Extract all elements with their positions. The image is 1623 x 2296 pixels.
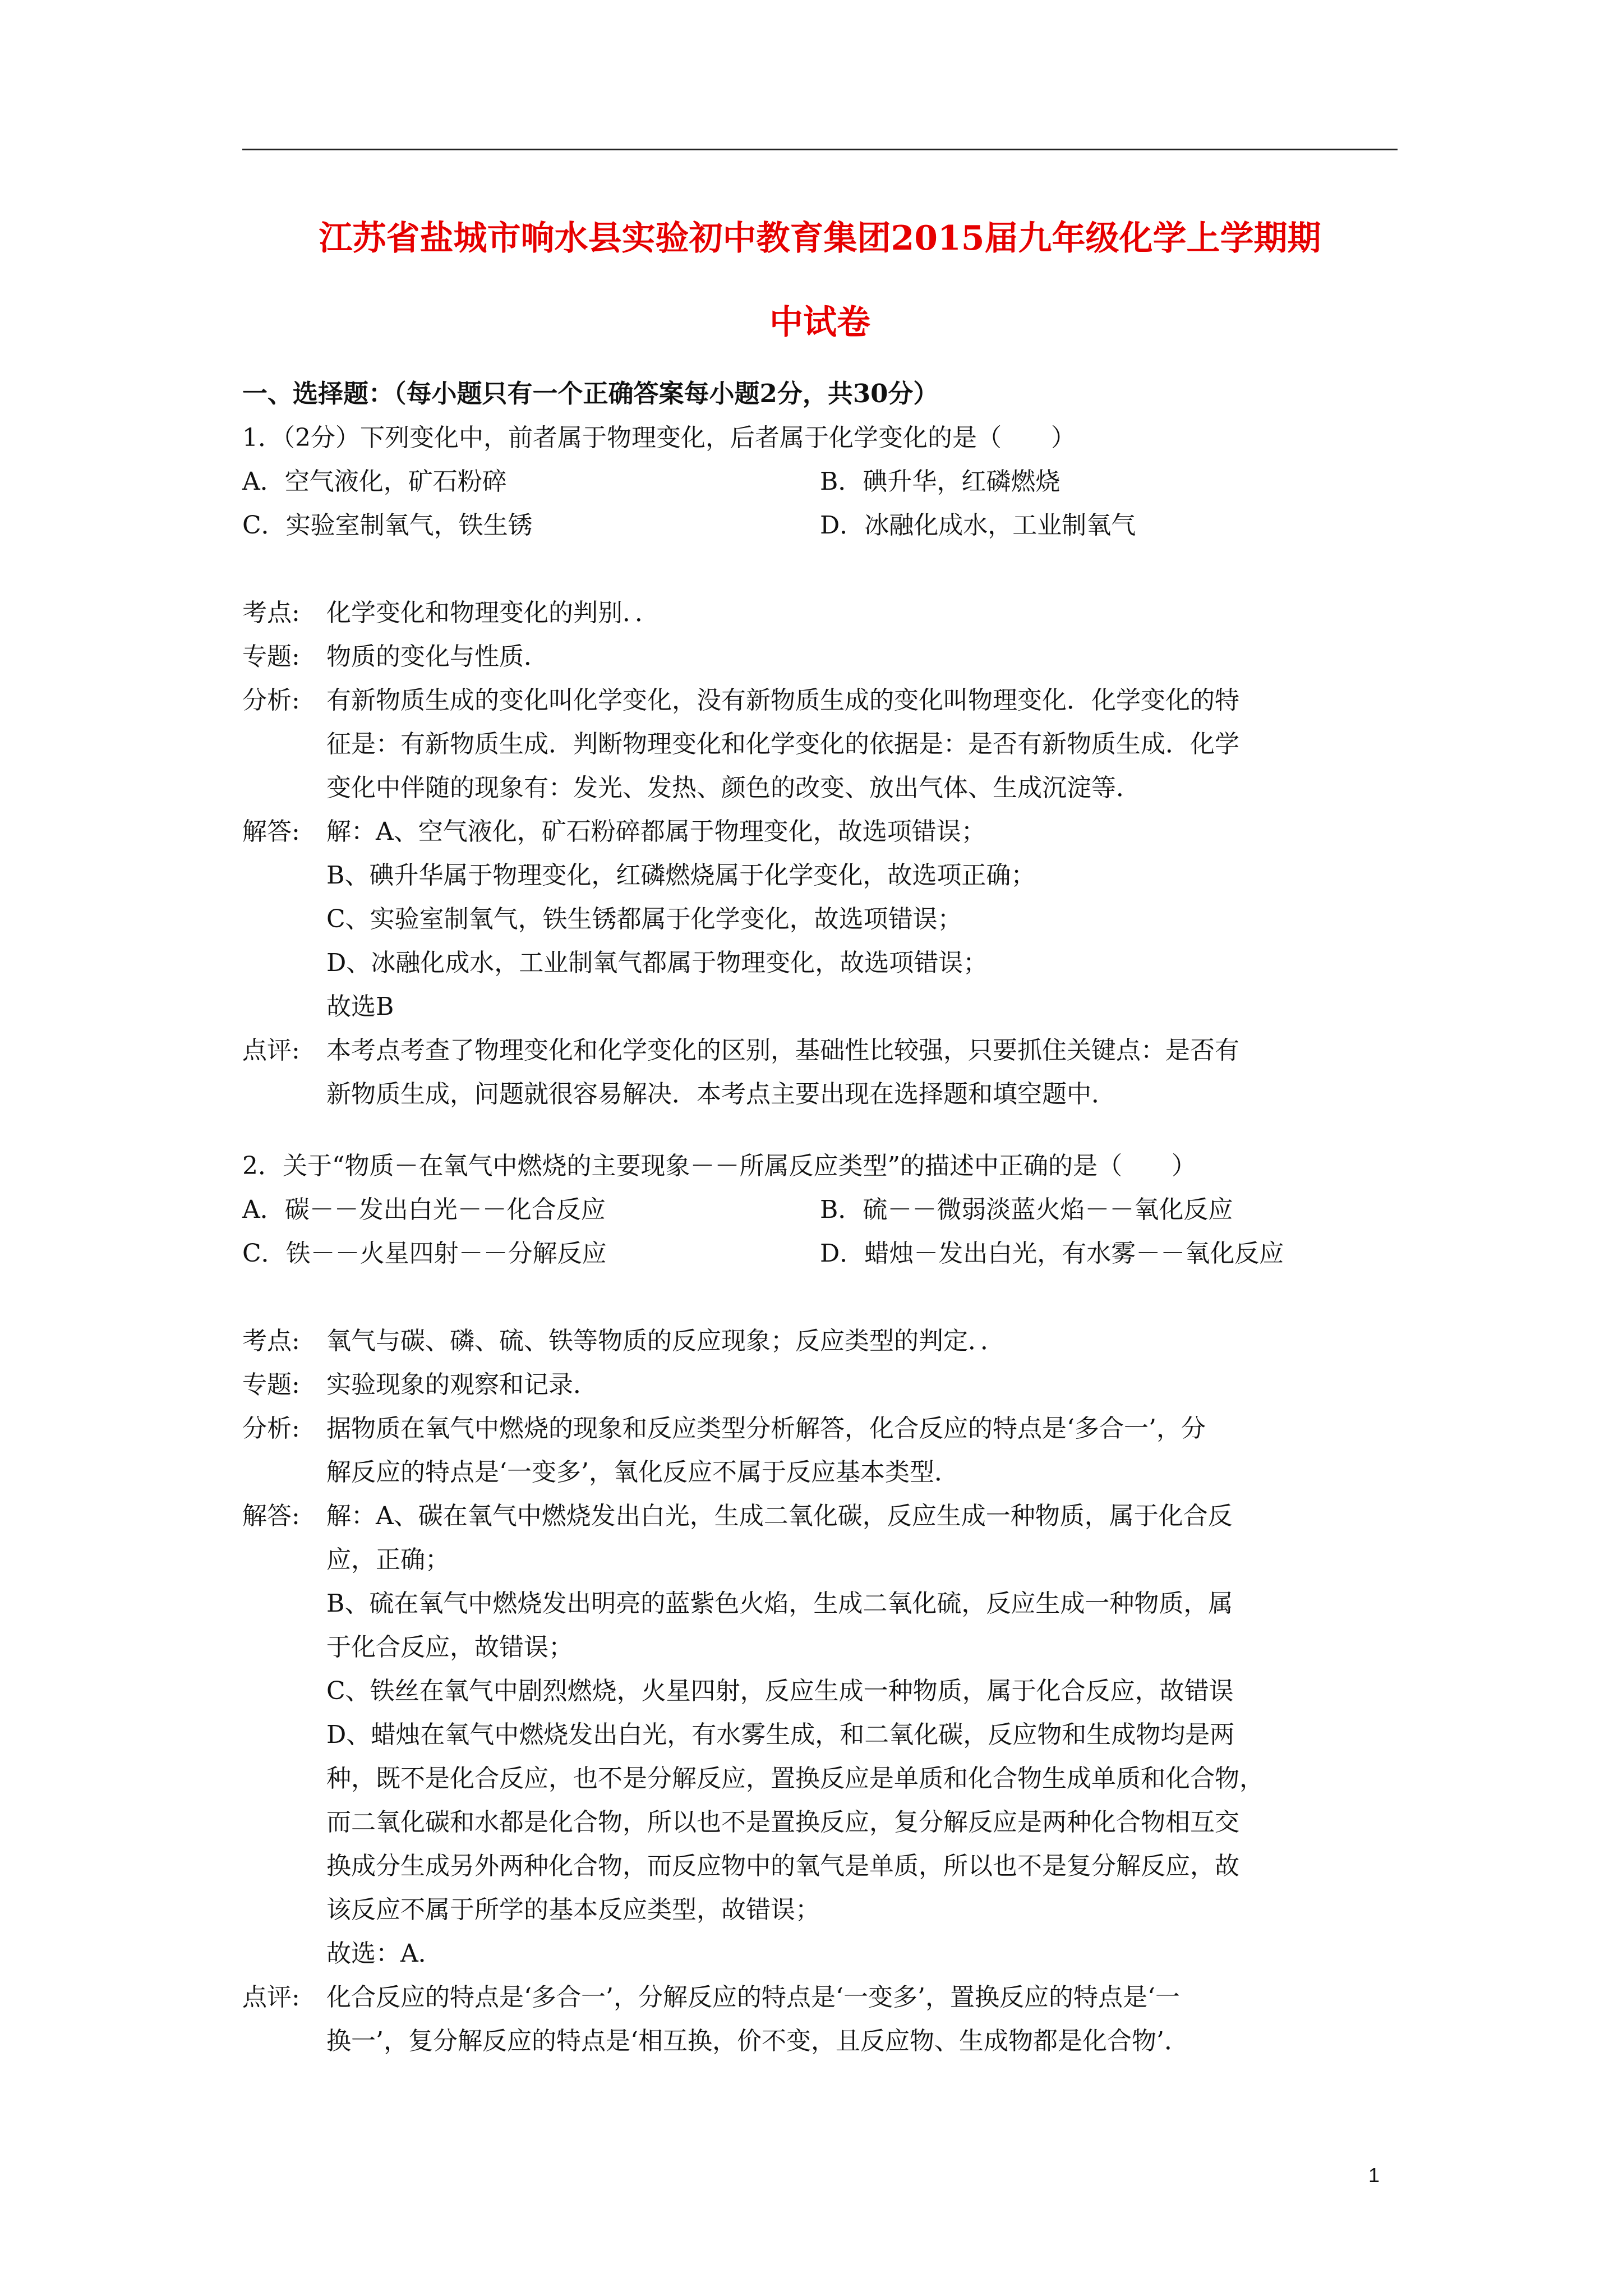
dianping-line: 化合反应的特点是‘多合一’，分解反应的特点是‘一变多’，置换反应的特点是‘一	[326, 1983, 1180, 2012]
option-c: C．铁－－火星四射－－分解反应	[242, 1239, 607, 1268]
zhuanti-block	[242, 635, 1398, 679]
kaodian-block	[242, 591, 1398, 635]
option-d: D．蜡烛－发出白光，有水雾－－氧化反应	[820, 1239, 1284, 1268]
dianping-block	[242, 1029, 1398, 1116]
dianping-label: 点评:	[242, 1036, 300, 1065]
jieda-line: C、铁丝在氧气中剧烈燃烧，火星四射，反应生成一种物质，属于化合反应，故错误	[326, 1677, 1234, 1705]
section-heading: 一、选择题：（每小题只有一个正确答案每小题2分，共30分）	[242, 379, 939, 408]
spacer	[242, 547, 1398, 591]
zhuanti-block	[242, 1363, 1398, 1407]
jieda-line: 而二氧化碳和水都是化合物，所以也不是置换反应，复分解反应是两种化合物相互交	[326, 1808, 1239, 1837]
jieda-line: B、硫在氧气中燃烧发出明亮的蓝紫色火焰，生成二氧化硫，反应生成一种物质，属	[326, 1589, 1233, 1618]
option-b: B．硫－－微弱淡蓝火焰－－氧化反应	[820, 1195, 1233, 1224]
header-rule	[242, 149, 1398, 150]
zhuanti-text: 实验现象的观察和记录．	[326, 1370, 598, 1399]
kaodian-text: 化学变化和物理变化的判别．．	[326, 599, 660, 627]
dianping-line: 换一’，复分解反应的特点是‘相互换，价不变，且反应物、生成物都是化合物’．	[326, 2027, 1189, 2055]
jieda-block	[242, 810, 1398, 1029]
fenxi-line: 据物质在氧气中燃烧的现象和反应类型分析解答，化合反应的特点是‘多合一’，分	[326, 1414, 1206, 1443]
jieda-line: D、蜡烛在氧气中燃烧发出白光，有水雾生成，和二氧化碳，反应物和生成物均是两	[326, 1720, 1235, 1749]
page-title-line2: 中试卷	[769, 303, 870, 342]
jieda-block	[242, 1494, 1398, 1976]
option-a: A．空气液化，矿石粉碎	[242, 467, 507, 496]
kaodian-label: 考点:	[242, 599, 300, 627]
fenxi-line: 解反应的特点是‘一变多’，氧化反应不属于反应基本类型．	[326, 1458, 959, 1487]
jieda-line: D、冰融化成水，工业制氧气都属于物理变化，故选项错误；	[326, 949, 988, 977]
options-row	[242, 1188, 1398, 1232]
jieda-label: 解答:	[242, 1502, 300, 1530]
jieda-line: 故选：A．	[326, 1939, 443, 1968]
page-title-line1: 江苏省盐城市响水县实验初中教育集团2015届九年级化学上学期期	[319, 219, 1321, 258]
jieda-line: 该反应不属于所学的基本反应类型，故错误；	[326, 1895, 820, 1924]
question-stem: 1．（2分）下列变化中，前者属于物理变化，后者属于化学变化的是（ ）	[242, 424, 1076, 452]
dianping-label: 点评:	[242, 1983, 300, 2012]
jieda-line: 解：A、碳在氧气中燃烧发出白光，生成二氧化碳，反应生成一种物质，属于化合反	[326, 1502, 1233, 1530]
fenxi-block	[242, 1407, 1398, 1494]
option-b: B．碘升华，红磷燃烧	[820, 467, 1061, 496]
dianping-line: 新物质生成，问题就很容易解决．本考点主要出现在选择题和填空题中．	[326, 1080, 1116, 1108]
zhuanti-text: 物质的变化与性质．	[326, 642, 548, 671]
jieda-line: C、实验室制氧气，铁生锈都属于化学变化，故选项错误；	[326, 905, 962, 933]
jieda-line: 种，既不是化合反应，也不是分解反应，置换反应是单质和化合物生成单质和化合物，	[326, 1764, 1264, 1793]
zhuanti-label: 专题:	[242, 1370, 300, 1399]
page-number: 1	[1368, 2164, 1380, 2187]
option-c: C．实验室制氧气，铁生锈	[242, 511, 533, 540]
jieda-line: B、碘升华属于物理变化，红磷燃烧属于化学变化，故选项正确；	[326, 861, 1036, 890]
jieda-line: 解：A、空气液化，矿石粉碎都属于物理变化，故选项错误；	[326, 817, 986, 846]
zhuanti-label: 专题:	[242, 642, 300, 671]
fenxi-label: 分析:	[242, 1414, 300, 1443]
jieda-label: 解答:	[242, 817, 300, 846]
dianping-line: 本考点考查了物理变化和化学变化的区别，基础性比较强，只要抓住关键点：是否有	[326, 1036, 1239, 1065]
options-row	[242, 1232, 1398, 1276]
fenxi-line: 变化中伴随的现象有：发光、发热、颜色的改变、放出气体、生成沉淀等．	[326, 774, 1141, 802]
kaodian-label: 考点:	[242, 1327, 300, 1355]
dianping-block	[242, 1976, 1398, 2063]
fenxi-line: 征是：有新物质生成．判断物理变化和化学变化的依据是：是否有新物质生成．化学	[326, 730, 1239, 758]
jieda-line: 于化合反应，故错误；	[326, 1633, 573, 1662]
question-2	[242, 1144, 1398, 2063]
question-stem: 2．关于“物质－在氧气中燃烧的主要现象－－所属反应类型”的描述中正确的是（ ）	[242, 1152, 1196, 1180]
jieda-line: 故选B	[326, 992, 394, 1021]
question-1	[242, 416, 1398, 1116]
option-d: D．冰融化成水，工业制氧气	[820, 511, 1136, 540]
options-row	[242, 460, 1398, 504]
fenxi-label: 分析:	[242, 686, 300, 715]
kaodian-text: 氧气与碳、磷、硫、铁等物质的反应现象；反应类型的判定．．	[326, 1327, 1005, 1355]
kaodian-block	[242, 1319, 1398, 1363]
jieda-line: 应，正确；	[326, 1545, 450, 1574]
option-a: A．碳－－发出白光－－化合反应	[242, 1195, 606, 1224]
spacer	[242, 1276, 1398, 1319]
fenxi-line: 有新物质生成的变化叫化学变化，没有新物质生成的变化叫物理变化．化学变化的特	[326, 686, 1239, 715]
options-row	[242, 504, 1398, 547]
fenxi-block	[242, 679, 1398, 810]
jieda-line: 换成分生成另外两种化合物，而反应物中的氧气是单质，所以也不是复分解反应，故	[326, 1852, 1239, 1880]
